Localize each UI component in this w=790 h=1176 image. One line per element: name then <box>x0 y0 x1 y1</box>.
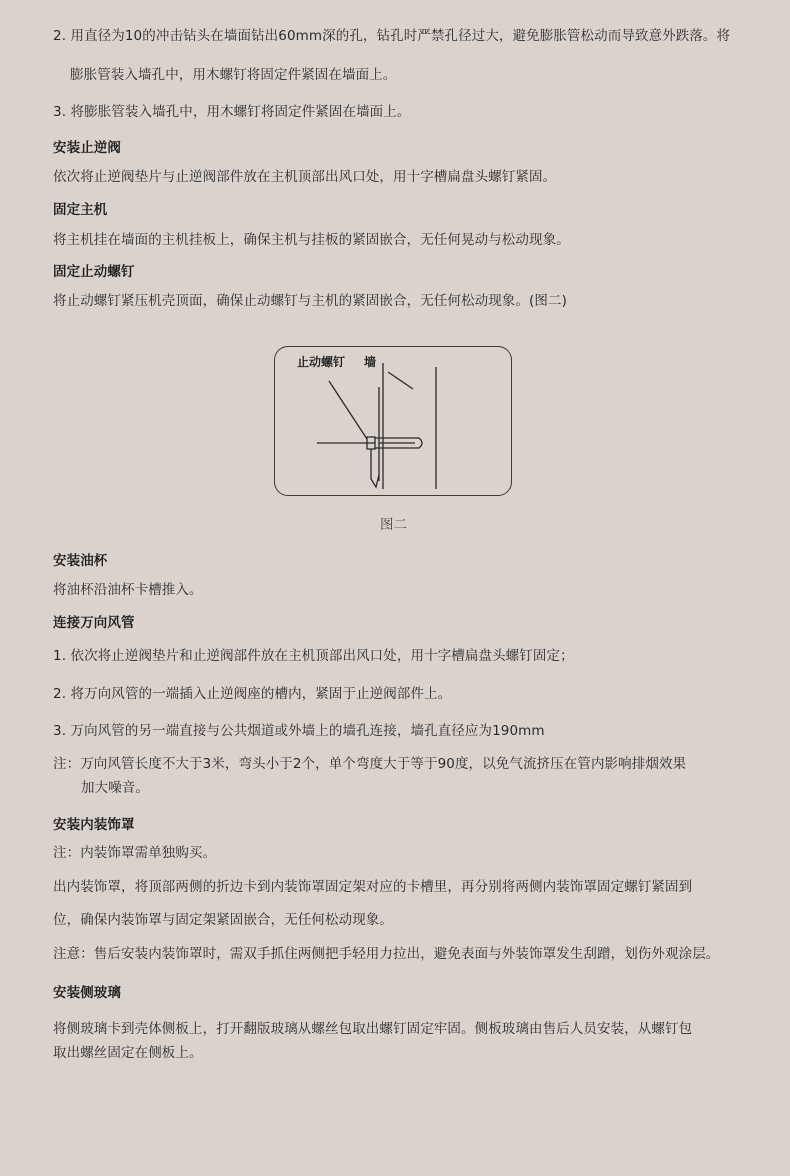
duct-step-1: 1. 依次将止逆阀垫片和止逆阀部件放在主机顶部出风口处，用十字槽扁盘头螺钉固定； <box>53 648 574 664</box>
paragraph-oil-cup: 将油杯沿油杯卡槽推入。 <box>53 582 203 598</box>
label-wall: 墙 <box>364 355 377 369</box>
side-glass-line-2: 取出螺丝固定在侧板上。 <box>53 1045 203 1061</box>
screw-leader-line <box>329 381 367 439</box>
step-2-line-1: 2. 用直径为10的冲击钻头在墙面钻出60mm深的孔，钻孔时严禁孔径过大，避免膨胀管松动而导致意外跌落。将 <box>53 28 731 44</box>
heading-install-oil-cup: 安装油杯 <box>53 553 108 569</box>
paragraph-check-valve: 依次将止逆阀垫片与止逆阀部件放在主机顶部出风口处，用十字槽扁盘头螺钉紧固。 <box>53 169 557 185</box>
lower-bracket <box>371 449 379 487</box>
heading-install-inner-cover: 安装内装饰罩 <box>53 817 135 833</box>
paragraph-stop-screw: 将止动螺钉紧压机壳顶面，确保止动螺钉与主机的紧固嵌合，无任何松动现象。(图二) <box>53 293 567 309</box>
heading-connect-duct: 连接万向风管 <box>53 615 135 631</box>
heading-fix-stop-screw: 固定止动螺钉 <box>53 264 135 280</box>
paragraph-main-unit: 将主机挂在墙面的主机挂板上，确保主机与挂板的紧固嵌合，无任何晃动与松动现象。 <box>53 232 570 248</box>
step-2-line-2: 膨胀管装入墙孔中，用木螺钉将固定件紧固在墙面上。 <box>70 67 397 83</box>
heading-install-check-valve: 安装止逆阀 <box>53 140 121 156</box>
duct-step-3: 3. 万向风管的另一端直接与公共烟道或外墙上的墙孔连接，墙孔直径应为190mm <box>53 723 545 739</box>
duct-step-2: 2. 将万向风管的一端插入止逆阀座的槽内，紧固于止逆阀部件上。 <box>53 686 452 702</box>
step-3: 3. 将膨胀管装入墙孔中，用木螺钉将固定件紧固在墙面上。 <box>53 104 411 120</box>
side-glass-line-1: 将侧玻璃卡到壳体侧板上，打开翻版玻璃从螺丝包取出螺钉固定牢固。侧板玻璃由售后人员安装，从螺钉包 <box>53 1021 693 1037</box>
label-stop-screw: 止动螺钉 <box>297 355 346 369</box>
inner-cover-note: 注：内装饰罩需单独购买。 <box>53 845 217 861</box>
inner-cover-line-2: 位，确保内装饰罩与固定架紧固嵌合，无任何松动现象。 <box>53 912 393 928</box>
wall-leader-line <box>388 372 413 389</box>
figure-caption: 图二 <box>380 517 407 533</box>
duct-note-line-1: 注：万向风管长度不大于3米，弯头小于2个，单个弯度大于等于90度，以免气流挤压在管内影响排烟效果 <box>53 756 687 772</box>
duct-note-line-2: 加大噪音。 <box>81 780 149 796</box>
inner-cover-attention: 注意：售后安装内装饰罩时，需双手抓住两侧把手轻用力拉出，避免表面与外装饰罩发生刮蹭，划伤外观涂层。 <box>53 946 720 962</box>
inner-cover-line-1: 出内装饰罩，将顶部两侧的折边卡到内装饰罩固定架对应的卡槽里，再分别将两侧内装饰罩固定螺钉紧固到 <box>53 879 693 895</box>
heading-install-side-glass: 安装侧玻璃 <box>53 985 121 1001</box>
figure-2-diagram <box>274 346 512 496</box>
heading-fix-main-unit: 固定主机 <box>53 202 108 218</box>
